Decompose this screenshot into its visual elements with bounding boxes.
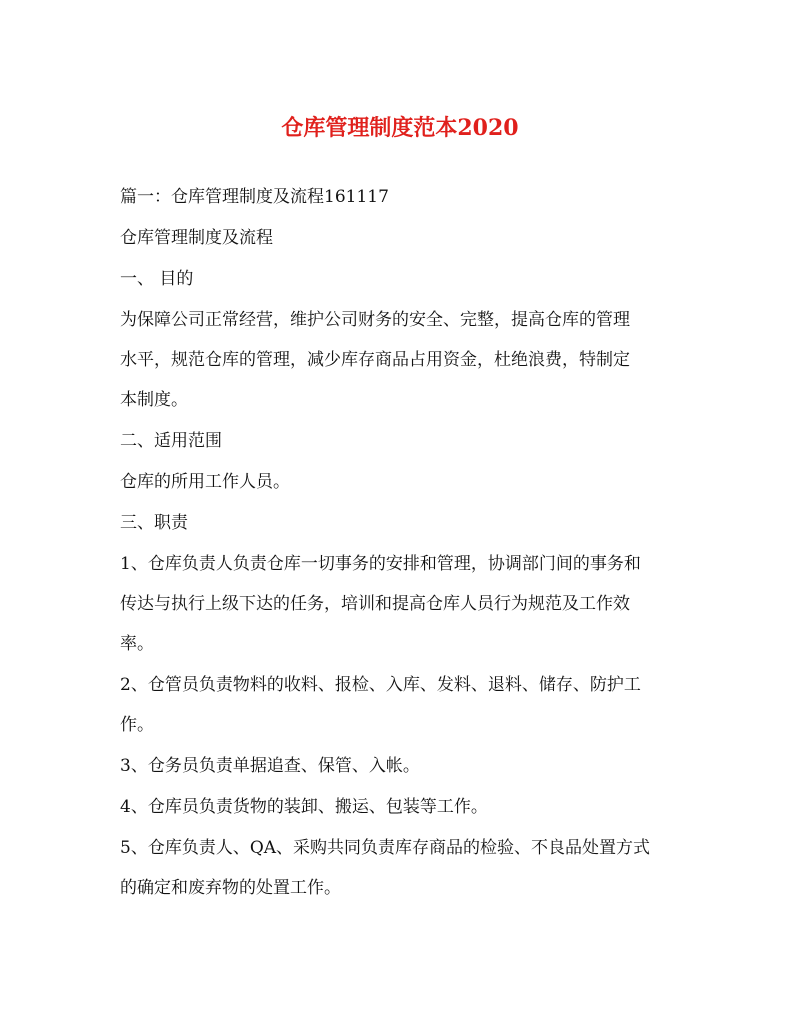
text-line: 率。 bbox=[120, 634, 154, 654]
paragraph-heading-duties bbox=[120, 508, 680, 538]
paragraph-duty-2 bbox=[120, 670, 680, 740]
paragraph-scope bbox=[120, 467, 680, 497]
text-line: 篇一：仓库管理制度及流程161117 bbox=[120, 187, 389, 207]
text-line: 2、仓管员负责物料的收料、报检、入库、发料、退料、储存、防护工 bbox=[120, 675, 641, 695]
text-line: 仓库的所用工作人员。 bbox=[120, 472, 290, 492]
paragraph-duty-1 bbox=[120, 549, 680, 659]
paragraph-duty-3 bbox=[120, 751, 680, 781]
text-line: 作。 bbox=[120, 715, 154, 735]
text-line: 4、仓库员负责货物的装卸、搬运、包装等工作。 bbox=[120, 797, 488, 817]
text-line: 为保障公司正常经营，维护公司财务的安全、完整，提高仓库的管理 bbox=[120, 310, 630, 330]
paragraph-duty-4 bbox=[120, 792, 680, 822]
paragraph-subtitle bbox=[120, 223, 680, 253]
paragraph-heading-purpose bbox=[120, 264, 680, 294]
document-title: 仓库管理制度范本2020 bbox=[281, 115, 519, 141]
text-line: 仓库管理制度及流程 bbox=[120, 228, 273, 248]
document-body bbox=[120, 182, 680, 914]
text-line: 1、仓库负责人负责仓库一切事务的安排和管理，协调部门间的事务和 bbox=[120, 554, 641, 574]
text-line: 本制度。 bbox=[120, 390, 188, 410]
text-line: 的确定和废弃物的处置工作。 bbox=[120, 878, 341, 898]
text-line: 二、适用范围 bbox=[120, 431, 222, 451]
paragraph-heading-scope bbox=[120, 426, 680, 456]
text-line: 5、仓库负责人、QA、采购共同负责库存商品的检验、不良品处置方式 bbox=[120, 838, 651, 858]
text-line: 3、仓务员负责单据追查、保管、入帐。 bbox=[120, 756, 420, 776]
paragraph-section-heading bbox=[120, 182, 680, 212]
text-line: 一、 目的 bbox=[120, 269, 194, 289]
text-line: 传达与执行上级下达的任务，培训和提高仓库人员行为规范及工作效 bbox=[120, 594, 630, 614]
text-line: 三、职责 bbox=[120, 513, 188, 533]
paragraph-purpose bbox=[120, 305, 680, 415]
paragraph-duty-5 bbox=[120, 833, 680, 903]
text-line: 水平，规范仓库的管理，减少库存商品占用资金，杜绝浪费，特制定 bbox=[120, 350, 630, 370]
